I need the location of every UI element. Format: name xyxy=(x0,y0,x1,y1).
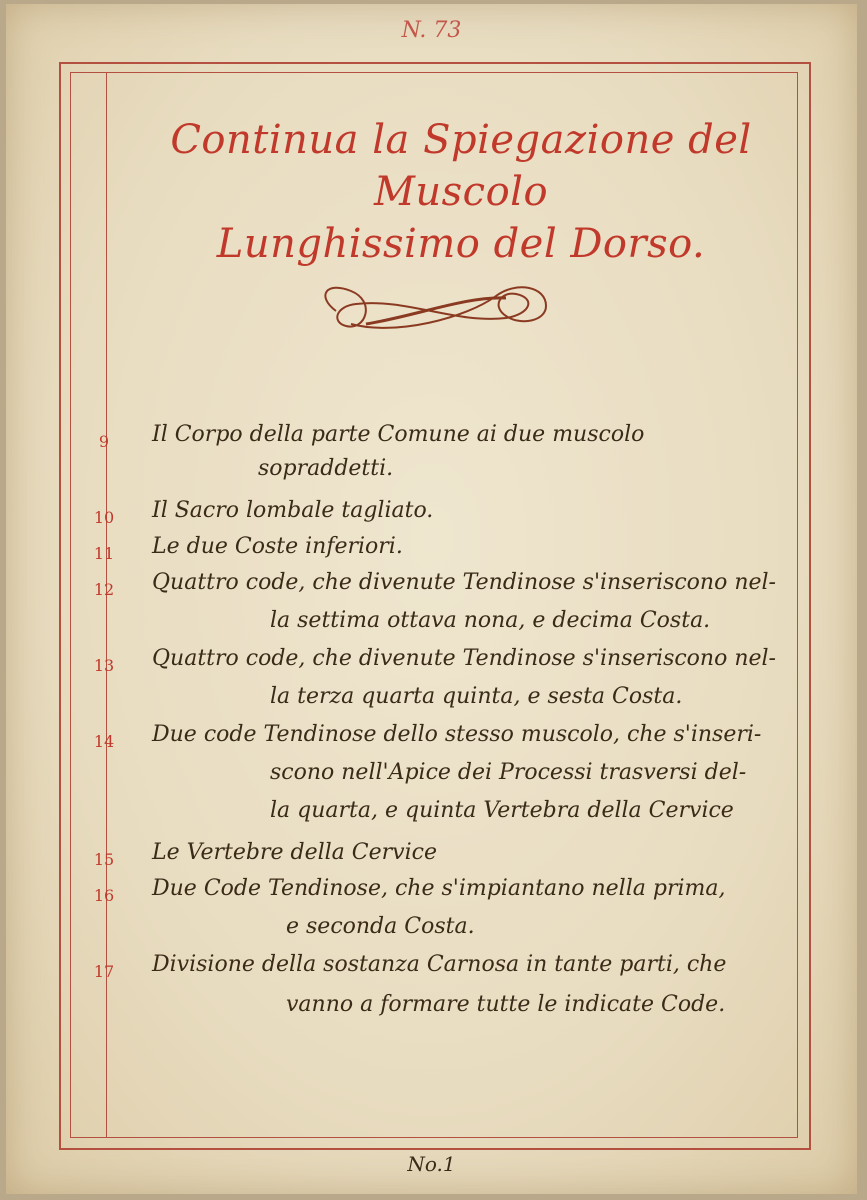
entry-line: sopraddetti. xyxy=(258,456,394,481)
entry-line: Quattro code, che divenute Tendinose s'inseriscono nel- xyxy=(152,570,776,595)
entry-number: 16 xyxy=(93,886,115,905)
entry-number: 14 xyxy=(93,732,115,751)
entry-line: la settima ottava nona, e decima Costa. xyxy=(270,608,711,633)
entry-line: scono nell'Apice dei Processi trasversi del- xyxy=(270,760,747,785)
title-line-1: Continua la Spiegazione del Muscolo xyxy=(170,117,752,215)
entry-line: Due code Tendinose dello stesso muscolo, che s'inseri- xyxy=(152,722,762,747)
entry-line: Il Corpo della parte Comune ai due muscolo xyxy=(152,422,645,447)
signature-mark: No.1 xyxy=(407,1152,456,1176)
entry-line: Due Code Tendinose, che s'impiantano nella prima, xyxy=(152,876,726,901)
entry-line: Le due Coste inferiori. xyxy=(152,534,403,559)
entry-line: Le Vertebre della Cervice xyxy=(152,840,437,865)
calligraphic-flourish xyxy=(306,276,556,346)
entry-number: 11 xyxy=(93,544,115,563)
title-line-2: Lunghissimo del Dorso. xyxy=(216,221,706,267)
entry-line: e seconda Costa. xyxy=(286,914,475,939)
entry-number: 17 xyxy=(93,962,115,981)
entry-number: 13 xyxy=(93,656,115,675)
entry-number: 15 xyxy=(93,850,115,869)
entry-number: 9 xyxy=(98,432,110,451)
folio-number: N. 73 xyxy=(401,18,462,43)
entry-line: la terza quarta quinta, e sesta Costa. xyxy=(270,684,683,709)
entry-line: la quarta, e quinta Vertebra della Cervice xyxy=(270,798,734,823)
entry-number: 10 xyxy=(93,508,115,527)
entry-number: 12 xyxy=(93,580,115,599)
entry-line: Quattro code, che divenute Tendinose s'inseriscono nel- xyxy=(152,646,776,671)
entry-line: vanno a formare tutte le indicate Code. xyxy=(286,992,726,1017)
entry-line: Divisione della sostanza Carnosa in tante parti, che xyxy=(152,952,727,977)
entry-line: Il Sacro lombale tagliato. xyxy=(152,498,434,523)
page-title xyxy=(111,114,811,270)
manuscript-page xyxy=(6,4,857,1194)
